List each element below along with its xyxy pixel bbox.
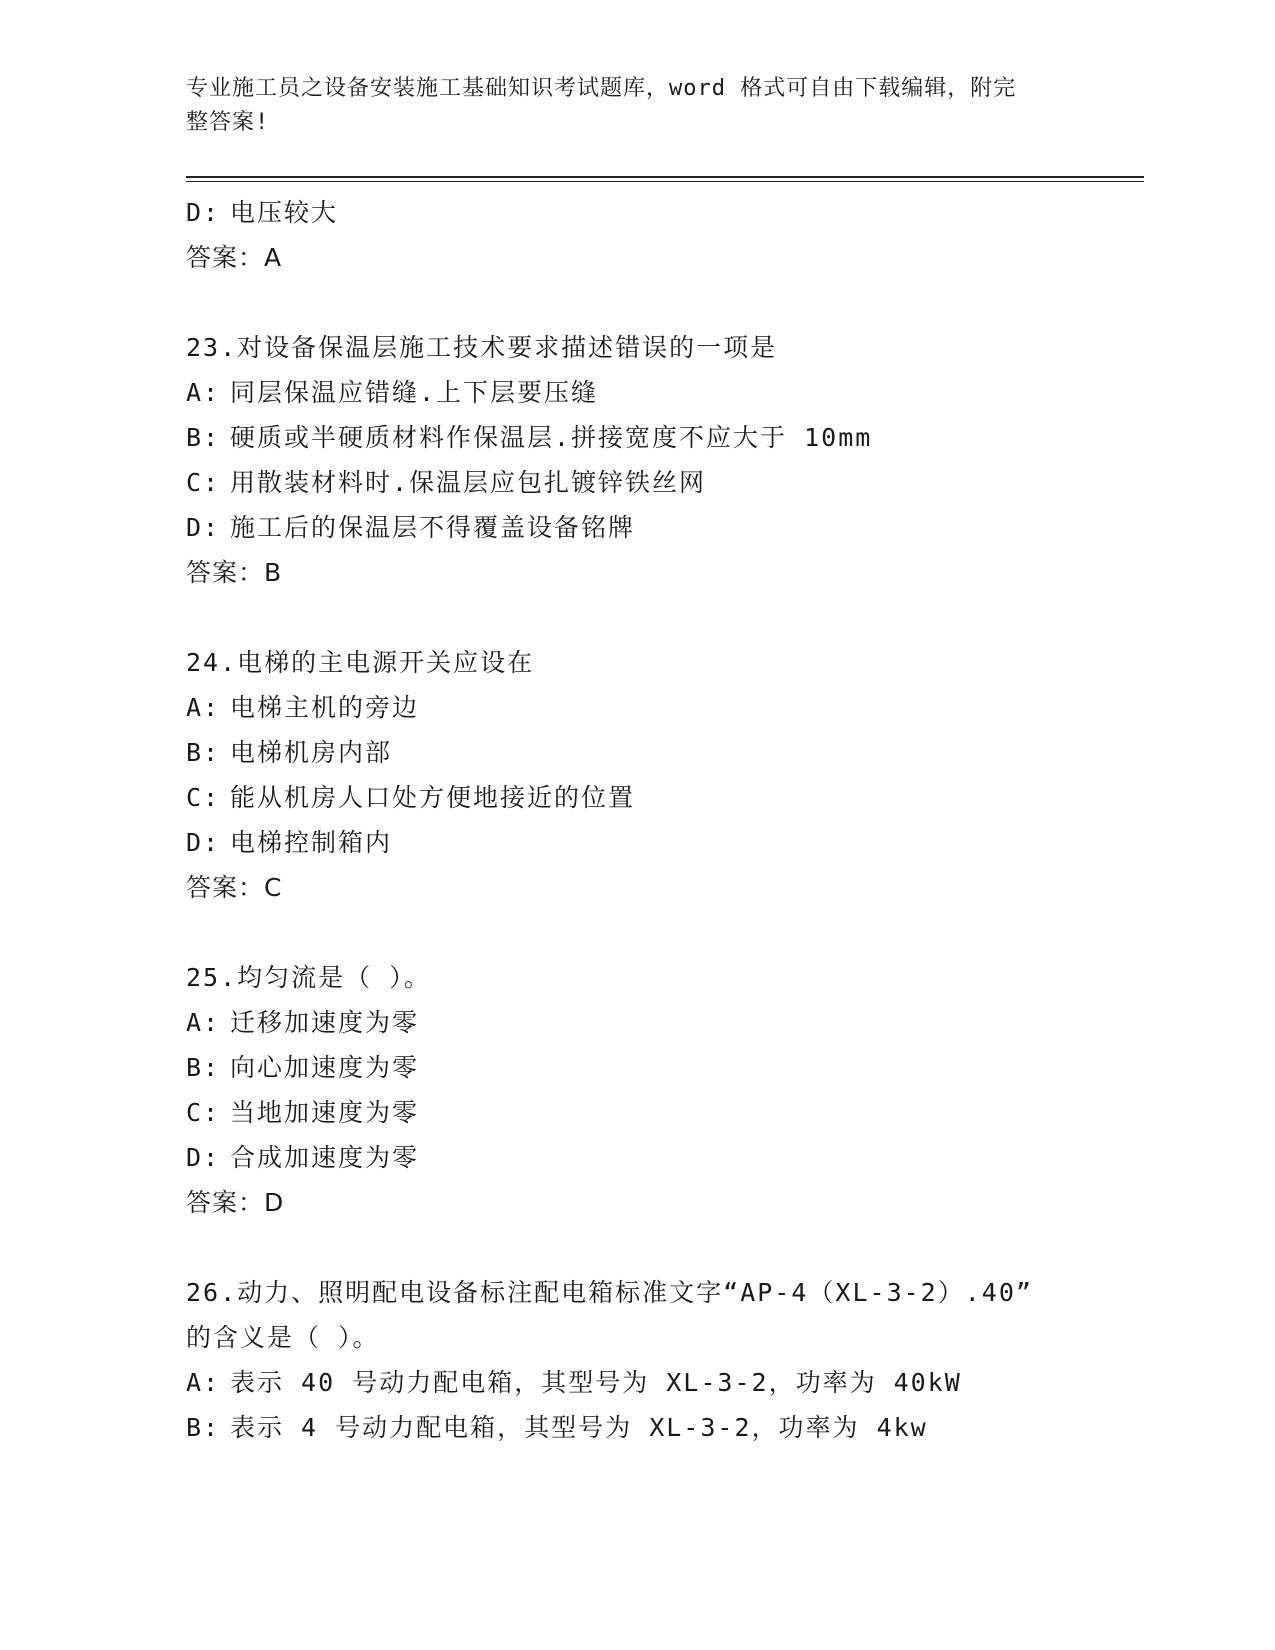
option-text: 当地加速度为零 xyxy=(230,1098,420,1127)
option-text: 迁移加速度为零 xyxy=(230,1008,420,1037)
q25-answer: 答案：D xyxy=(186,1188,285,1217)
page-header xyxy=(186,72,1066,140)
spacer xyxy=(186,910,1146,955)
header-title-line-2: 整答案! xyxy=(186,110,270,135)
q26-stem-line-2: 的含义是（ ）。 xyxy=(186,1323,380,1352)
option-text: 电压较大 xyxy=(230,198,339,227)
q25-stem: 25.均匀流是（ ）。 xyxy=(186,963,431,992)
option-key: A: xyxy=(186,693,221,722)
option-key: A: xyxy=(186,1008,221,1037)
header-divider-thin xyxy=(186,181,1144,182)
q22-option-d xyxy=(186,190,1146,235)
q24-stem: 24.电梯的主电源开关应设在 xyxy=(186,648,535,677)
option-key: B: xyxy=(186,423,221,452)
option-text: 表示 40 号动力配电箱，其型号为 XL-3-2，功率为 40kW xyxy=(230,1368,962,1397)
option-text: 合成加速度为零 xyxy=(230,1143,420,1172)
q23-answer: 答案：B xyxy=(186,558,283,587)
spacer xyxy=(186,1225,1146,1270)
option-text: 用散装材料时.保温层应包扎镀锌铁丝网 xyxy=(230,468,707,497)
q24-option-b xyxy=(186,730,1146,775)
header-title-line-1: 专业施工员之设备安装施工基础知识考试题库，word 格式可自由下载编辑，附完 xyxy=(186,76,1017,101)
q26-stem-line-1: 26.动力、照明配电设备标注配电箱标准文字“AP-4（XL-3-2）.40” xyxy=(186,1278,1033,1307)
q23-option-b xyxy=(186,415,1146,460)
q25-option-b xyxy=(186,1045,1146,1090)
q25-option-a xyxy=(186,1000,1146,1045)
option-key: C: xyxy=(186,468,221,497)
q26-option-b xyxy=(186,1405,1146,1450)
option-key: A: xyxy=(186,1368,221,1397)
option-key: B: xyxy=(186,1053,221,1082)
spacer xyxy=(186,280,1146,325)
q23-stem: 23.对设备保温层施工技术要求描述错误的一项是 xyxy=(186,333,778,362)
q24-option-d xyxy=(186,820,1146,865)
option-key: D: xyxy=(186,828,221,857)
option-key: B: xyxy=(186,1413,221,1442)
option-key: A: xyxy=(186,378,221,407)
option-text: 硬质或半硬质材料作保温层.拼接宽度不应大于 10mm xyxy=(230,423,873,452)
q24-option-a xyxy=(186,685,1146,730)
option-text: 施工后的保温层不得覆盖设备铭牌 xyxy=(230,513,636,542)
option-text: 能从机房人口处方便地接近的位置 xyxy=(230,783,636,812)
option-key: D: xyxy=(186,198,221,227)
option-text: 电梯机房内部 xyxy=(230,738,393,767)
question-content xyxy=(186,190,1146,1450)
option-text: 同层保温应错缝.上下层要压缝 xyxy=(230,378,599,407)
option-text: 表示 4 号动力配电箱，其型号为 XL-3-2，功率为 4kw xyxy=(230,1413,928,1442)
option-text: 向心加速度为零 xyxy=(230,1053,420,1082)
q24-answer: 答案：C xyxy=(186,873,283,902)
option-key: B: xyxy=(186,738,221,767)
q25-option-d xyxy=(186,1135,1146,1180)
option-text: 电梯控制箱内 xyxy=(230,828,393,857)
option-key: D: xyxy=(186,1143,221,1172)
option-text: 电梯主机的旁边 xyxy=(230,693,420,722)
q24-option-c xyxy=(186,775,1146,820)
option-key: C: xyxy=(186,783,221,812)
q22-answer: 答案：A xyxy=(186,243,283,272)
header-divider-thick xyxy=(186,176,1144,178)
q23-option-d xyxy=(186,505,1146,550)
option-key: D: xyxy=(186,513,221,542)
q25-option-c xyxy=(186,1090,1146,1135)
spacer xyxy=(186,595,1146,640)
q23-option-a xyxy=(186,370,1146,415)
option-key: C: xyxy=(186,1098,221,1127)
q23-option-c xyxy=(186,460,1146,505)
q26-option-a xyxy=(186,1360,1146,1405)
